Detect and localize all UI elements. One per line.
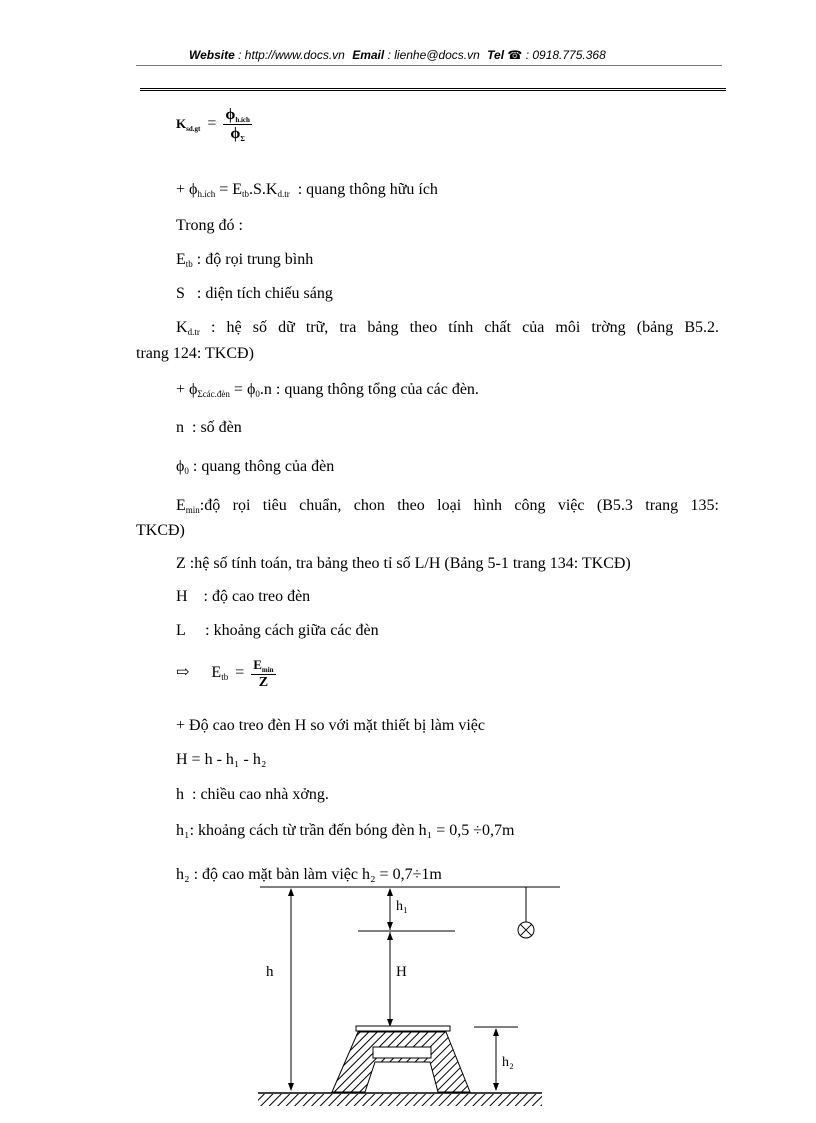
table-body: [332, 1032, 470, 1092]
header-email-label: Email: [352, 48, 385, 62]
line-emin-cont: TKCĐ): [136, 522, 185, 539]
formula2-fraction: $\frac{Emin}{Z}$: [253, 657, 274, 690]
line-s: S : diện tích chiếu sáng: [176, 285, 333, 302]
line-h2: h₂ : độ cao mặt bàn làm việc h₂ = 0,7÷1m: [176, 866, 442, 883]
line-h-small: h : chiều cao nhà xởng.: [176, 786, 329, 803]
formula-ksdgt: Ksd.gt = $\frac{\text{ϕh.ích}}{\phi\Sigma}$: [176, 106, 250, 143]
line-H: H : độ cao treo đèn: [176, 588, 311, 605]
header-website-label: Website: [189, 48, 235, 62]
line-n: n : số đèn: [176, 419, 242, 436]
header-rule-thin: [136, 65, 722, 66]
table-top: [356, 1026, 450, 1031]
line-kdtr-cont: trang 124: TKCĐ): [136, 345, 254, 362]
height-title: + Độ cao treo đèn H so với mặt thiết bị làm việc: [176, 717, 485, 734]
label-h2: h₂: [502, 1055, 514, 1070]
header-rule-thick: [140, 88, 726, 91]
header-tel-label: Tel: [487, 48, 505, 62]
label-h: h: [266, 964, 274, 980]
header-website-link[interactable]: : http://www.docs.vn: [238, 48, 345, 62]
table-slot: [373, 1047, 431, 1058]
line-L: L : khoảng cách giữa các đèn: [176, 622, 379, 639]
line-phi0: ϕ0 : quang thông của đèn: [176, 458, 335, 476]
height-diagram: [240, 880, 560, 1110]
line-phi-huu-ich: + ϕh.ích = Etb.S.Kd.tr : quang thông hữu ích: [176, 181, 438, 199]
line-emin: Emin:độ rọi tiêu chuẩn, chon theo loại hình công việc (B5.3 trang 135:: [176, 497, 719, 515]
line-h1: h₁: khoảng cách từ trần đến bóng đèn h₁ = 0,5 ÷0,7m: [176, 822, 515, 839]
trong-do: Trong đó :: [176, 217, 243, 234]
label-h1: h₁: [396, 899, 408, 914]
line-phi-total: + ϕΣcác.đèn = ϕ0.n : quang thông tổng của các đèn.: [176, 381, 479, 399]
page-header: [189, 48, 606, 62]
label-H: H: [396, 964, 407, 980]
floor-hatch: [258, 1094, 542, 1106]
line-kdtr: Kd.tr : hệ số dữ trữ, tra bảng theo tính chất của môi trờng (bảng B5.2.: [176, 319, 719, 337]
line-z: Z :hệ số tính toán, tra bảng theo tỉ số L/H (Bảng 5-1 trang 134: TKCĐ): [176, 555, 631, 572]
formula1-fraction: $\frac{\text{ϕh.ích}}{\phi\Sigma}$: [225, 106, 250, 143]
header-email-link[interactable]: : lienhe@docs.vn: [387, 48, 480, 62]
formula-etb: ⇨ Etb = $\frac{Emin}{Z}$: [176, 657, 274, 690]
implies-arrow-icon: ⇨: [176, 664, 190, 682]
phone-icon: ☎: [507, 48, 523, 62]
height-formula: H = h - h₁ - h₂: [176, 751, 267, 768]
header-tel-value: : 0918.775.368: [525, 48, 606, 62]
line-etb: Etb : độ rọi trung bình: [176, 251, 314, 269]
lamp-icon: [518, 922, 534, 938]
